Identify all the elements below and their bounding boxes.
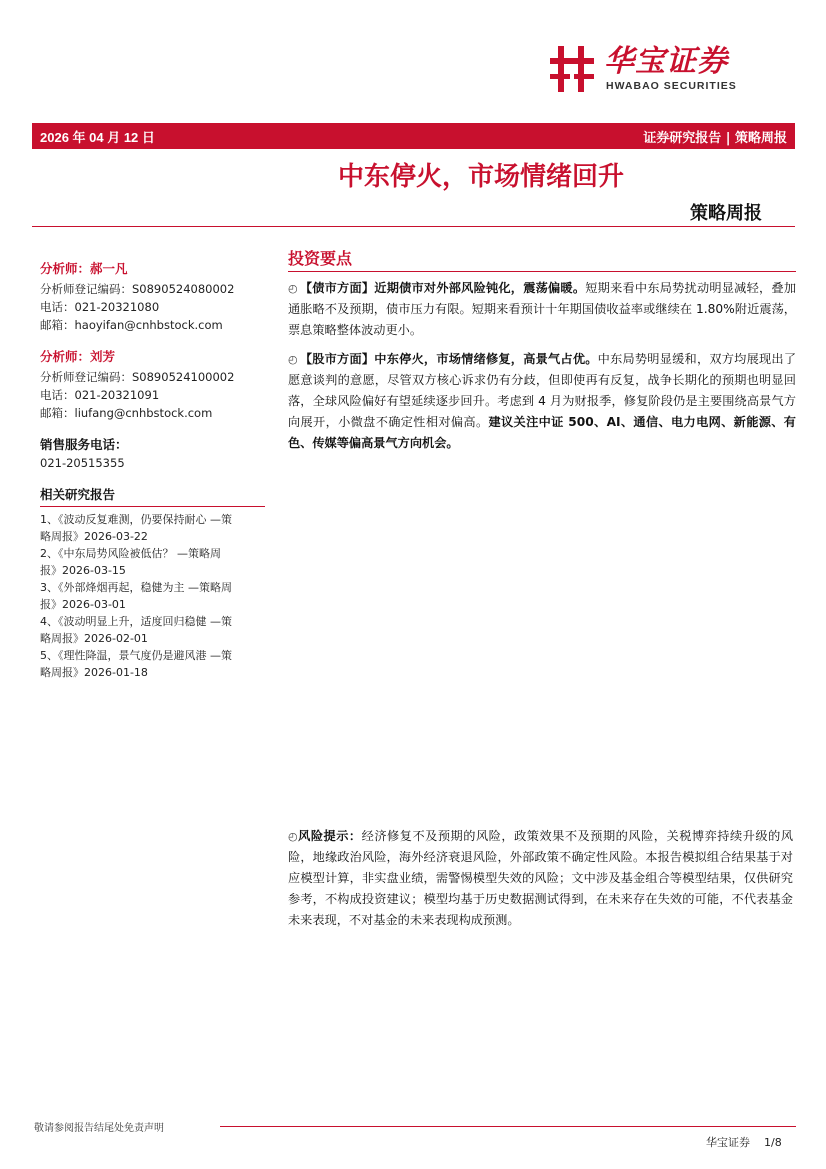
bond-market-text: 短期来看中东局势扰动明显减轻，叠加通胀略不及预期，债市压力有限。短期来看预计十年期国债收益率或继续在 1.80%附近震荡，票息策略整体波动更小。 xyxy=(288,281,797,337)
equity-market-recommendation: 建议关注中证 500、AI、通信、电力电网、新能源、有色、传媒等偏高景气方向机会。 xyxy=(288,415,796,450)
company-logo xyxy=(548,44,778,100)
footer-brand: 华宝证券 xyxy=(706,1136,750,1149)
related-report-line: 略周报》2026-01-18 xyxy=(40,666,148,679)
related-report-item[interactable] xyxy=(40,647,265,681)
bond-market-lead: 【债市方面】近期债市对外部风险钝化，震荡偏暖。 xyxy=(299,281,586,295)
analyst-heading xyxy=(40,348,265,366)
analyst-label: 分析师： xyxy=(40,349,91,364)
sales-block xyxy=(40,436,265,472)
related-report-item[interactable] xyxy=(40,579,265,613)
bullet-icon: ◴ xyxy=(288,353,298,366)
analyst-email[interactable]: 邮箱：liufang@cnhbstock.com xyxy=(40,406,213,420)
equity-market-lead: 【股市方面】中东停火，市场情绪修复，高景气占优。 xyxy=(299,352,598,366)
analyst-block xyxy=(40,260,265,334)
risk-text: 经济修复不及预期的风险，政策效果不及预期的风险，关税博弈持续升级的风险，地缘政治风险，海外经济衰退风险，外部政策不确定性风险。本报告模拟组合结果基于对应模型计算，非实盘业绩，需警惕模型失效的风险；文中涉及基金组合等模型结果，仅供研究参考，不构成投资建议；模型均基于历史数据测试得到，在未来存在失效的可能，不代表基金未来表现，不对基金的未来表现构成预测。 xyxy=(288,829,794,927)
analyst-phone: 电话：021-20321091 xyxy=(40,388,160,402)
analyst-name: 郝一凡 xyxy=(90,261,128,276)
analyst-reg: 分析师登记编码：S0890524100002 xyxy=(40,370,235,384)
analyst-email[interactable]: 邮箱：haoyifan@cnhbstock.com xyxy=(40,318,223,332)
analyst-block xyxy=(40,348,265,422)
page-number: 1/8 xyxy=(764,1136,782,1149)
left-sidebar xyxy=(40,260,265,695)
analyst-label: 分析师： xyxy=(40,261,91,276)
report-category: 证券研究报告 | 策略周报 xyxy=(643,131,787,146)
bond-market-paragraph xyxy=(288,278,796,341)
key-points-section xyxy=(288,246,796,462)
equity-market-text: 中东局势明显缓和，双方均展现出了愿意谈判的意愿，尽管双方核心诉求仍有分歧，但即使再有反复，战争长期化的预期也明显回落，全球风险偏好有望延续逐步回升。考虑到 4 月为财报季，修复阶段仍是主要围绕高景气方向展开，小微盘不确定性相对偏高。 xyxy=(288,352,797,429)
related-report-line: 3、《外部烽烟再起，稳健为主 —策略周 xyxy=(40,581,232,594)
related-report-item[interactable] xyxy=(40,613,265,647)
analyst-reg: 分析师登记编码：S0890524080002 xyxy=(40,282,235,296)
key-points-title: 投资要点 xyxy=(288,246,796,272)
risk-warning xyxy=(288,826,793,931)
sales-label: 销售服务电话： xyxy=(40,437,128,452)
related-report-line: 4、《波动明显上升，适度回归稳健 —策 xyxy=(40,615,232,628)
page-title: 中东停火，市场情绪回升 xyxy=(337,162,624,192)
risk-label: 风险提示： xyxy=(297,829,362,843)
related-reports-title: 相关研究报告 xyxy=(40,486,265,507)
footer-divider xyxy=(220,1126,796,1127)
header-bar xyxy=(32,123,795,149)
related-report-line: 报》2026-03-01 xyxy=(40,598,126,611)
bullet-icon: ◴ xyxy=(288,282,298,295)
related-report-line: 2、《中东局势风险被低估？ —策略周 xyxy=(40,547,221,560)
related-report-item[interactable] xyxy=(40,545,265,579)
sales-phone: 021-20515355 xyxy=(40,456,125,470)
related-reports xyxy=(40,486,265,681)
related-report-line: 略周报》2026-03-22 xyxy=(40,530,148,543)
related-report-line: 5、《理性降温，景气度仍是避风港 —策 xyxy=(40,649,232,662)
analyst-name: 刘芳 xyxy=(90,349,116,364)
related-report-line: 1、《波动反复难测，仍要保持耐心 —策 xyxy=(40,513,232,526)
analyst-heading xyxy=(40,260,265,278)
bullet-icon: ◴ xyxy=(288,830,298,843)
footer-disclaimer: 敬请参阅报告结尾处免责声明 xyxy=(34,1123,164,1134)
equity-market-paragraph xyxy=(288,349,796,454)
related-report-item[interactable] xyxy=(40,511,265,545)
footer-info xyxy=(706,1134,782,1150)
analyst-phone: 电话：021-20321080 xyxy=(40,300,160,314)
report-date: 2026 年 04 月 12 日 xyxy=(40,130,155,145)
related-report-line: 报》2026-03-15 xyxy=(40,564,126,577)
page-subtitle: 策略周报 xyxy=(690,203,762,224)
hwabao-logo-icon xyxy=(548,44,596,94)
title-divider xyxy=(32,226,795,227)
logo-text-en: HWABAO SECURITIES xyxy=(606,80,737,92)
logo-text-cn: 华宝证券 xyxy=(604,44,728,79)
related-report-line: 略周报》2026-02-01 xyxy=(40,632,148,645)
